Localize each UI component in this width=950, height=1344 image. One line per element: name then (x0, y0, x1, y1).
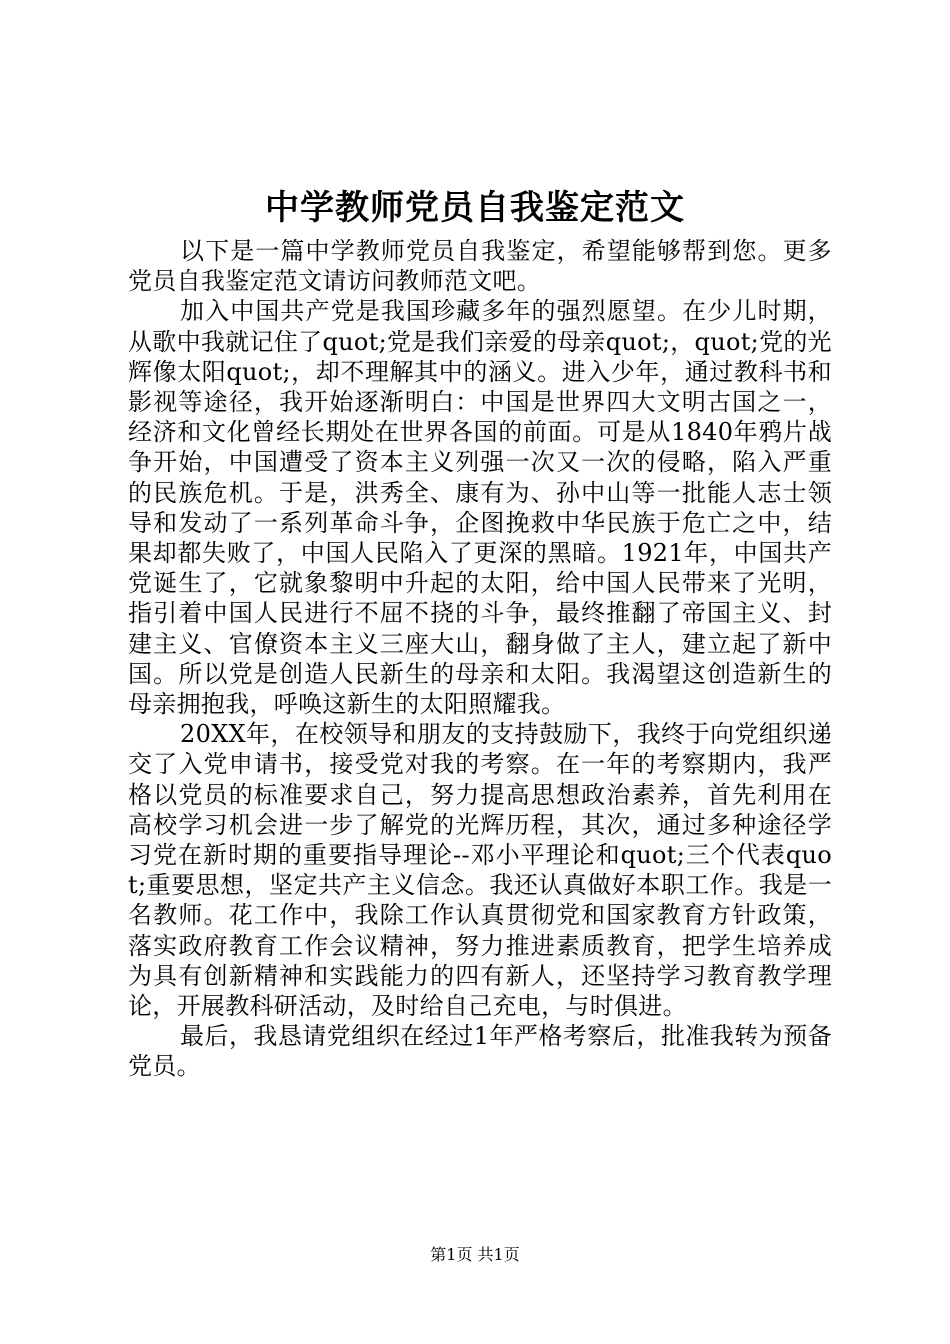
paragraph-aspiration: 加入中国共产党是我国珍藏多年的强烈愿望。在少儿时期，从歌中我就记住了quot;党是我们亲爱的母亲quot;，quot;党的光辉像太阳quot;，却不理解其中的涵义。进入少年，通过教科书和影视等途径，我开始逐渐明白：中国是世界四大文明古国之一，经济和文化曾经长期处在世界各国的前面。可是从1840年鸦片战争开始，中国遭受了资本主义列强一次又一次的侵略，陷入严重的民族危机。于是，洪秀全、康有为、孙中山等一批能人志士领导和发动了一系列革命斗争，企图挽救中华民族于危亡之中，结果却都失败了，中国人民陷入了更深的黑暗。1921年，中国共产党诞生了，它就象黎明中升起的太阳，给中国人民带来了光明，指引着中国人民进行不屈不挠的斗争，最终推翻了帝国主义、封建主义、官僚资本主义三座大山，翻身做了主人，建立起了新中国。所以党是创造人民新生的母亲和太阳。我渴望这创造新生的母亲拥抱我，呼唤这新生的太阳照耀我。 (128, 297, 832, 719)
paragraph-intro: 以下是一篇中学教师党员自我鉴定，希望能够帮到您。更多党员自我鉴定范文请访问教师范文吧。 (128, 237, 832, 296)
page-number-footer: 第1页 共1页 (430, 1245, 520, 1264)
paragraph-conclusion: 最后，我恳请党组织在经过1年严格考察后，批准我转为预备党员。 (128, 1022, 832, 1081)
document-body (128, 236, 832, 1082)
document-title: 中学教师党员自我鉴定范文 (265, 188, 685, 228)
paragraph-probation: 20XX年，在校领导和朋友的支持鼓励下，我终于向党组织递交了入党申请书，接受党对我的考察。在一年的考察期内，我严格以党员的标准要求自己，努力提高思想政治素养，首先利用在高校学习机会进一步了解党的光辉历程，其次，通过多种途径学习党在新时期的重要指导理论--邓小平理论和quot;三个代表quot;重要思想，坚定共产主义信念。我还认真做好本职工作。我是一名教师。花工作中，我除工作认真贯彻党和国家教育方针政策，落实政府教育工作会议精神，努力推进素质教育，把学生培养成为具有创新精神和实践能力的四有新人，还坚持学习教育教学理论，开展教科研活动，及时给自己充电，与时俱进。 (128, 720, 832, 1021)
